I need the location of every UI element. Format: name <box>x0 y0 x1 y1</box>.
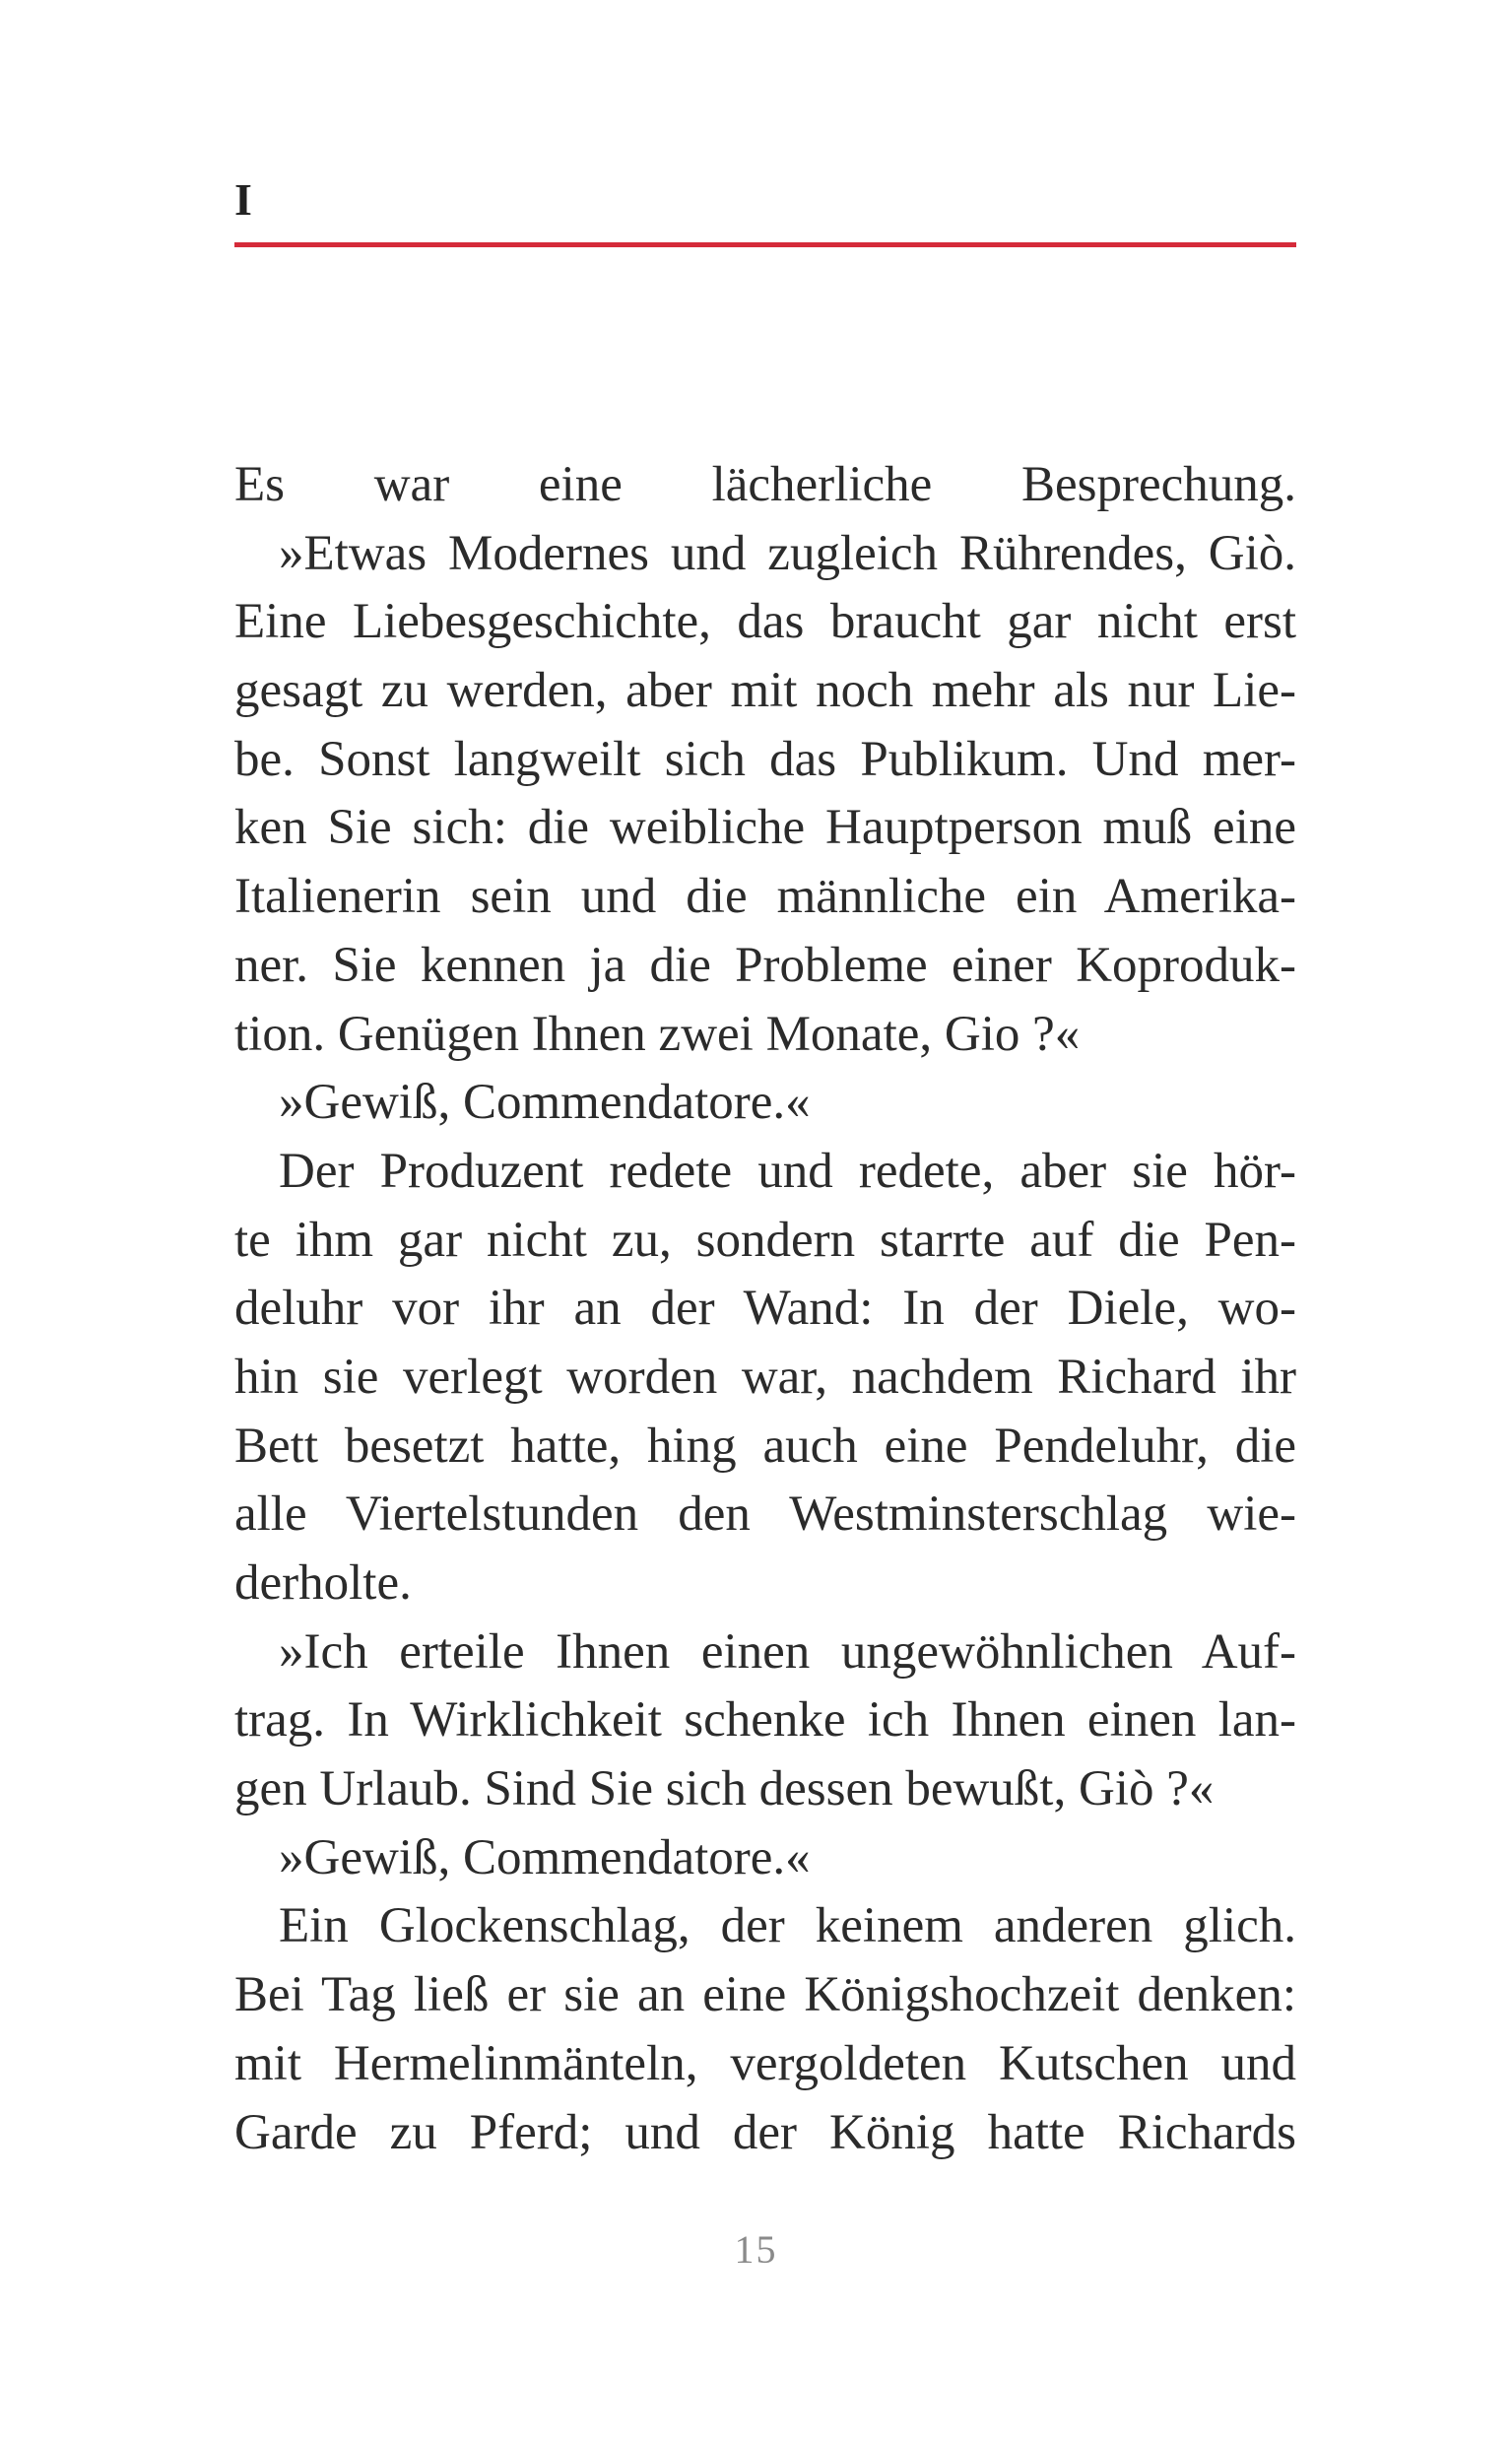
text-line: deluhr vor ihr an der Wand: In der Diele, wo- <box>234 1281 1296 1337</box>
text-line: »Gewiß, Commendatore.« <box>279 1075 811 1131</box>
text-line: ner. Sie kennen ja die Probleme einer Koproduk- <box>234 937 1296 993</box>
text-line: Ein Glockenschlag, der keinem anderen glich. <box>279 1898 1296 1954</box>
text-line: be. Sonst langweilt sich das Publikum. Und mer- <box>234 731 1296 787</box>
text-line: Bei Tag ließ er sie an eine Königshochzeit denken: <box>234 1967 1296 2023</box>
text-line: Es war eine lächerliche Besprechung. <box>234 457 1296 512</box>
text-line: ken Sie sich: die weibliche Hauptperson muß eine <box>234 800 1296 856</box>
body-text <box>234 451 1296 2167</box>
text-line: Eine Liebesgeschichte, das braucht gar nicht erst <box>234 594 1296 650</box>
text-line: trag. In Wirklichkeit schenke ich Ihnen einen lan- <box>234 1692 1296 1749</box>
text-line: Garde zu Pferd; und der König hatte Richards <box>234 2104 1296 2160</box>
text-line: hin sie verlegt worden war, nachdem Richard ihr <box>234 1349 1296 1405</box>
text-line: gen Urlaub. Sind Sie sich dessen bewußt, Giò ?« <box>234 1761 1215 1817</box>
text-line: »Gewiß, Commendatore.« <box>279 1829 811 1885</box>
page-number: 15 <box>734 2227 778 2272</box>
text-line: te ihm gar nicht zu, sondern starrte auf die Pen- <box>234 1212 1296 1268</box>
text-line: gesagt zu werden, aber mit noch mehr als nur Lie- <box>234 663 1296 719</box>
text-line: tion. Genügen Ihnen zwei Monate, Gio ?« <box>234 1006 1081 1062</box>
text-line: derholte. <box>234 1555 412 1611</box>
chapter-number: I <box>234 174 252 225</box>
text-line: »Ich erteile Ihnen einen ungewöhnlichen Auf- <box>279 1623 1296 1680</box>
text-line: Italienerin sein und die männliche ein Amerika- <box>234 869 1296 925</box>
text-line: mit Hermelinmänteln, vergoldeten Kutschen und <box>234 2035 1296 2091</box>
text-line: »Etwas Modernes und zugleich Rührendes, Giò. <box>279 525 1296 581</box>
text-line: alle Viertelstunden den Westminsterschlag wie- <box>234 1486 1296 1543</box>
text-line: Der Produzent redete und redete, aber sie hör- <box>279 1143 1296 1199</box>
text-line: Bett besetzt hatte, hing auch eine Pendeluhr, die <box>234 1418 1296 1474</box>
chapter-rule <box>234 242 1296 247</box>
